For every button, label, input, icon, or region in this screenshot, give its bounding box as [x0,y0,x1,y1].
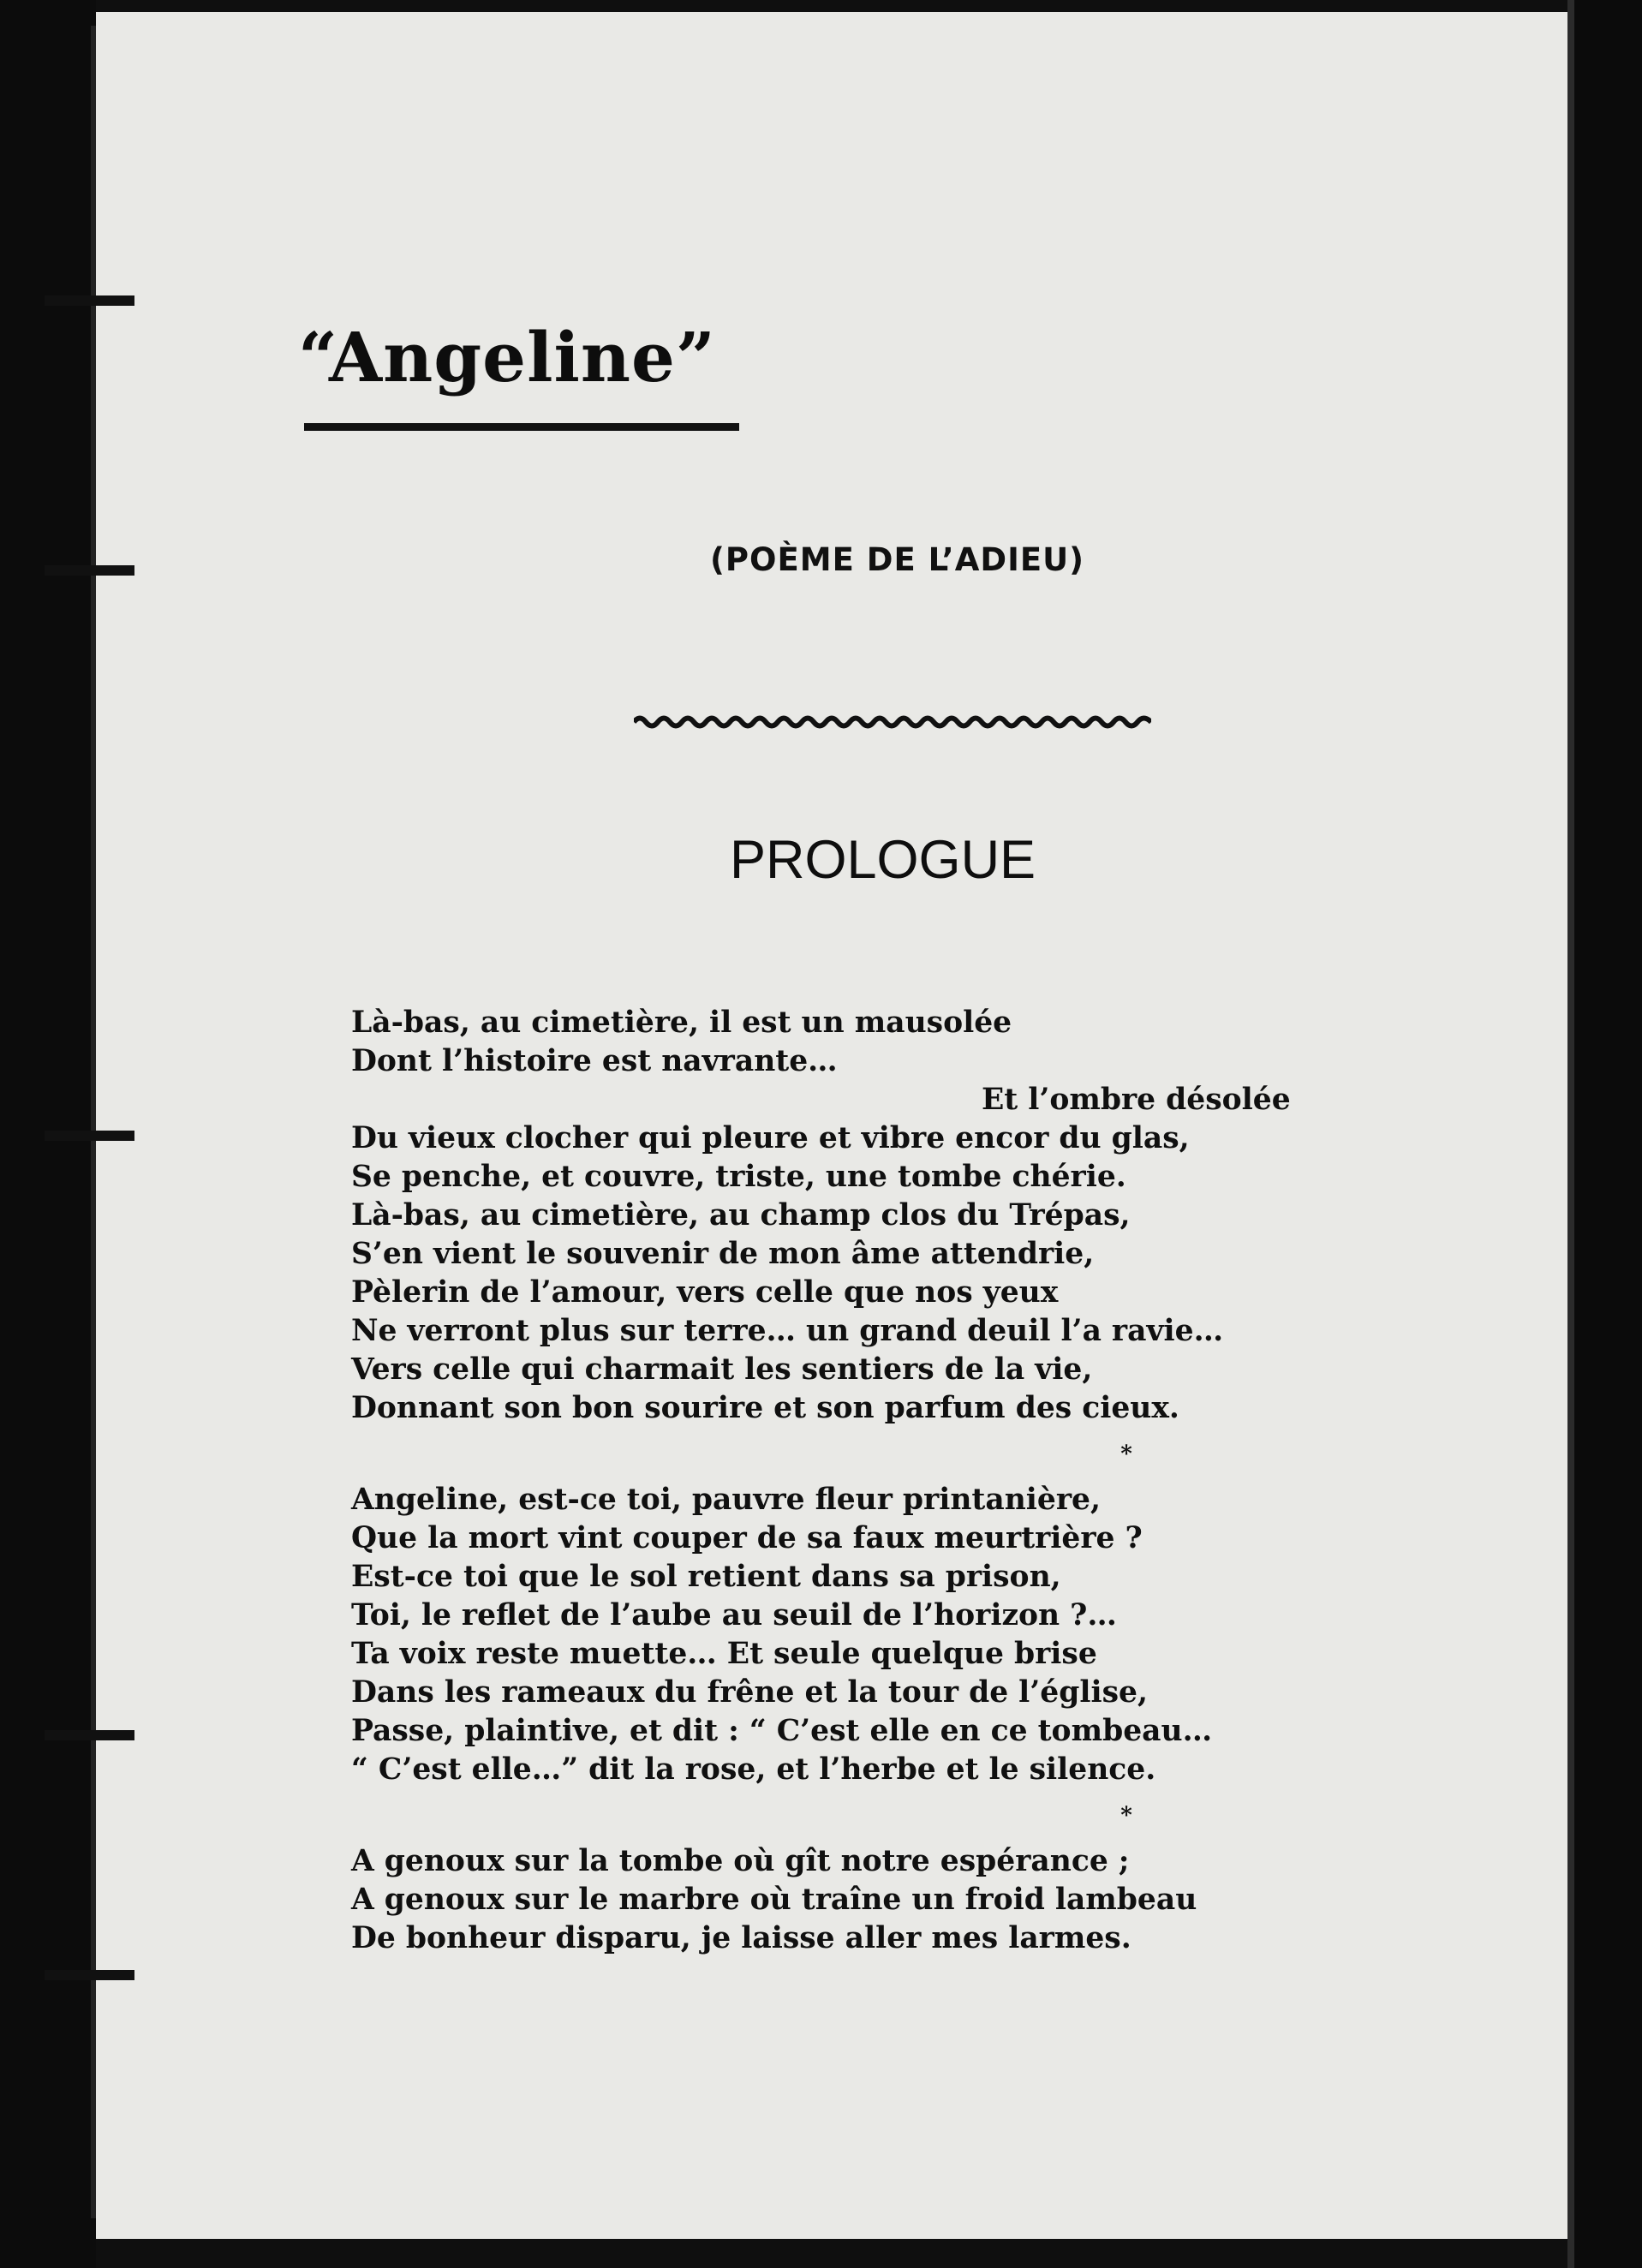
verse-line: Et l’ombre désolée [982,1083,1291,1117]
binding-stitch [45,1970,134,1980]
verse-line: Du vieux clocher qui pleure et vibre encor du glas, [351,1121,1190,1155]
verse-line: Que la mort vint couper de sa faux meurtrière ? [351,1521,1143,1555]
section-heading: PROLOGUE [730,830,1036,890]
wave-ornament-divider [634,711,1151,733]
verse-line: Toi, le reflet de l’aube au seuil de l’horizon ?… [351,1598,1117,1632]
verse-line: Est-ce toi que le sol retient dans sa prison, [351,1560,1061,1594]
verse-line: De bonheur disparu, je laisse aller mes larmes. [351,1921,1131,1955]
verse-line: Là-bas, au cimetière, il est un mausolée [351,1006,1012,1040]
verse-line: Dont l’histoire est navrante… [351,1044,838,1078]
verse-line: A genoux sur la tombe où gît notre espérance ; [351,1844,1130,1878]
binding-stitch [45,565,134,576]
verse-line: Dans les rameaux du frêne et la tour de l’église, [351,1675,1148,1710]
stanza [351,1004,1430,1428]
title-underline [304,423,739,431]
verse-line: Passe, plaintive, et dit : “ C’est elle en ce tombeau… [351,1714,1213,1748]
binding-stitch [45,1730,134,1740]
stanza-separator: * [1120,1441,1132,1467]
verse-line: Pèlerin de l’amour, vers celle que nos yeux [351,1275,1059,1310]
stanza-separator: * [1120,1803,1132,1829]
stanza [351,1842,1430,1958]
page-edge-line [1567,0,1574,2268]
verse-line: S’en vient le souvenir de mon âme attendrie, [351,1237,1095,1271]
verse-line: Donnant son bon sourire et son parfum des cieux. [351,1391,1179,1425]
verse-line: “ C’est elle…” dit la rose, et l’herbe et le silence. [351,1752,1156,1787]
binding-thread [91,26,96,2218]
binding-stitch [45,1131,134,1141]
verse-line: Angeline, est-ce toi, pauvre fleur printanière, [351,1483,1101,1517]
poem-subtitle: (POÈME DE L’ADIEU) [710,541,1085,578]
verse-line: Ne verront plus sur terre… un grand deuil l’a ravie… [351,1314,1224,1348]
verse-line: Vers celle qui charmait les sentiers de la vie, [351,1352,1093,1387]
poem-body [351,1004,1430,1958]
stanza [351,1481,1430,1789]
verse-line: Ta voix reste muette… Et seule quelque brise [351,1637,1097,1671]
verse-line: Là-bas, au cimetière, au champ clos du Trépas, [351,1198,1131,1232]
verse-line: A genoux sur le marbre où traîne un froid lambeau [351,1883,1197,1917]
poem-title: “Angeline” [298,317,716,397]
binding-stitch [45,295,134,306]
verse-line: Se penche, et couvre, triste, une tombe chérie. [351,1160,1126,1194]
right-margin-shadow [1574,0,1642,2268]
